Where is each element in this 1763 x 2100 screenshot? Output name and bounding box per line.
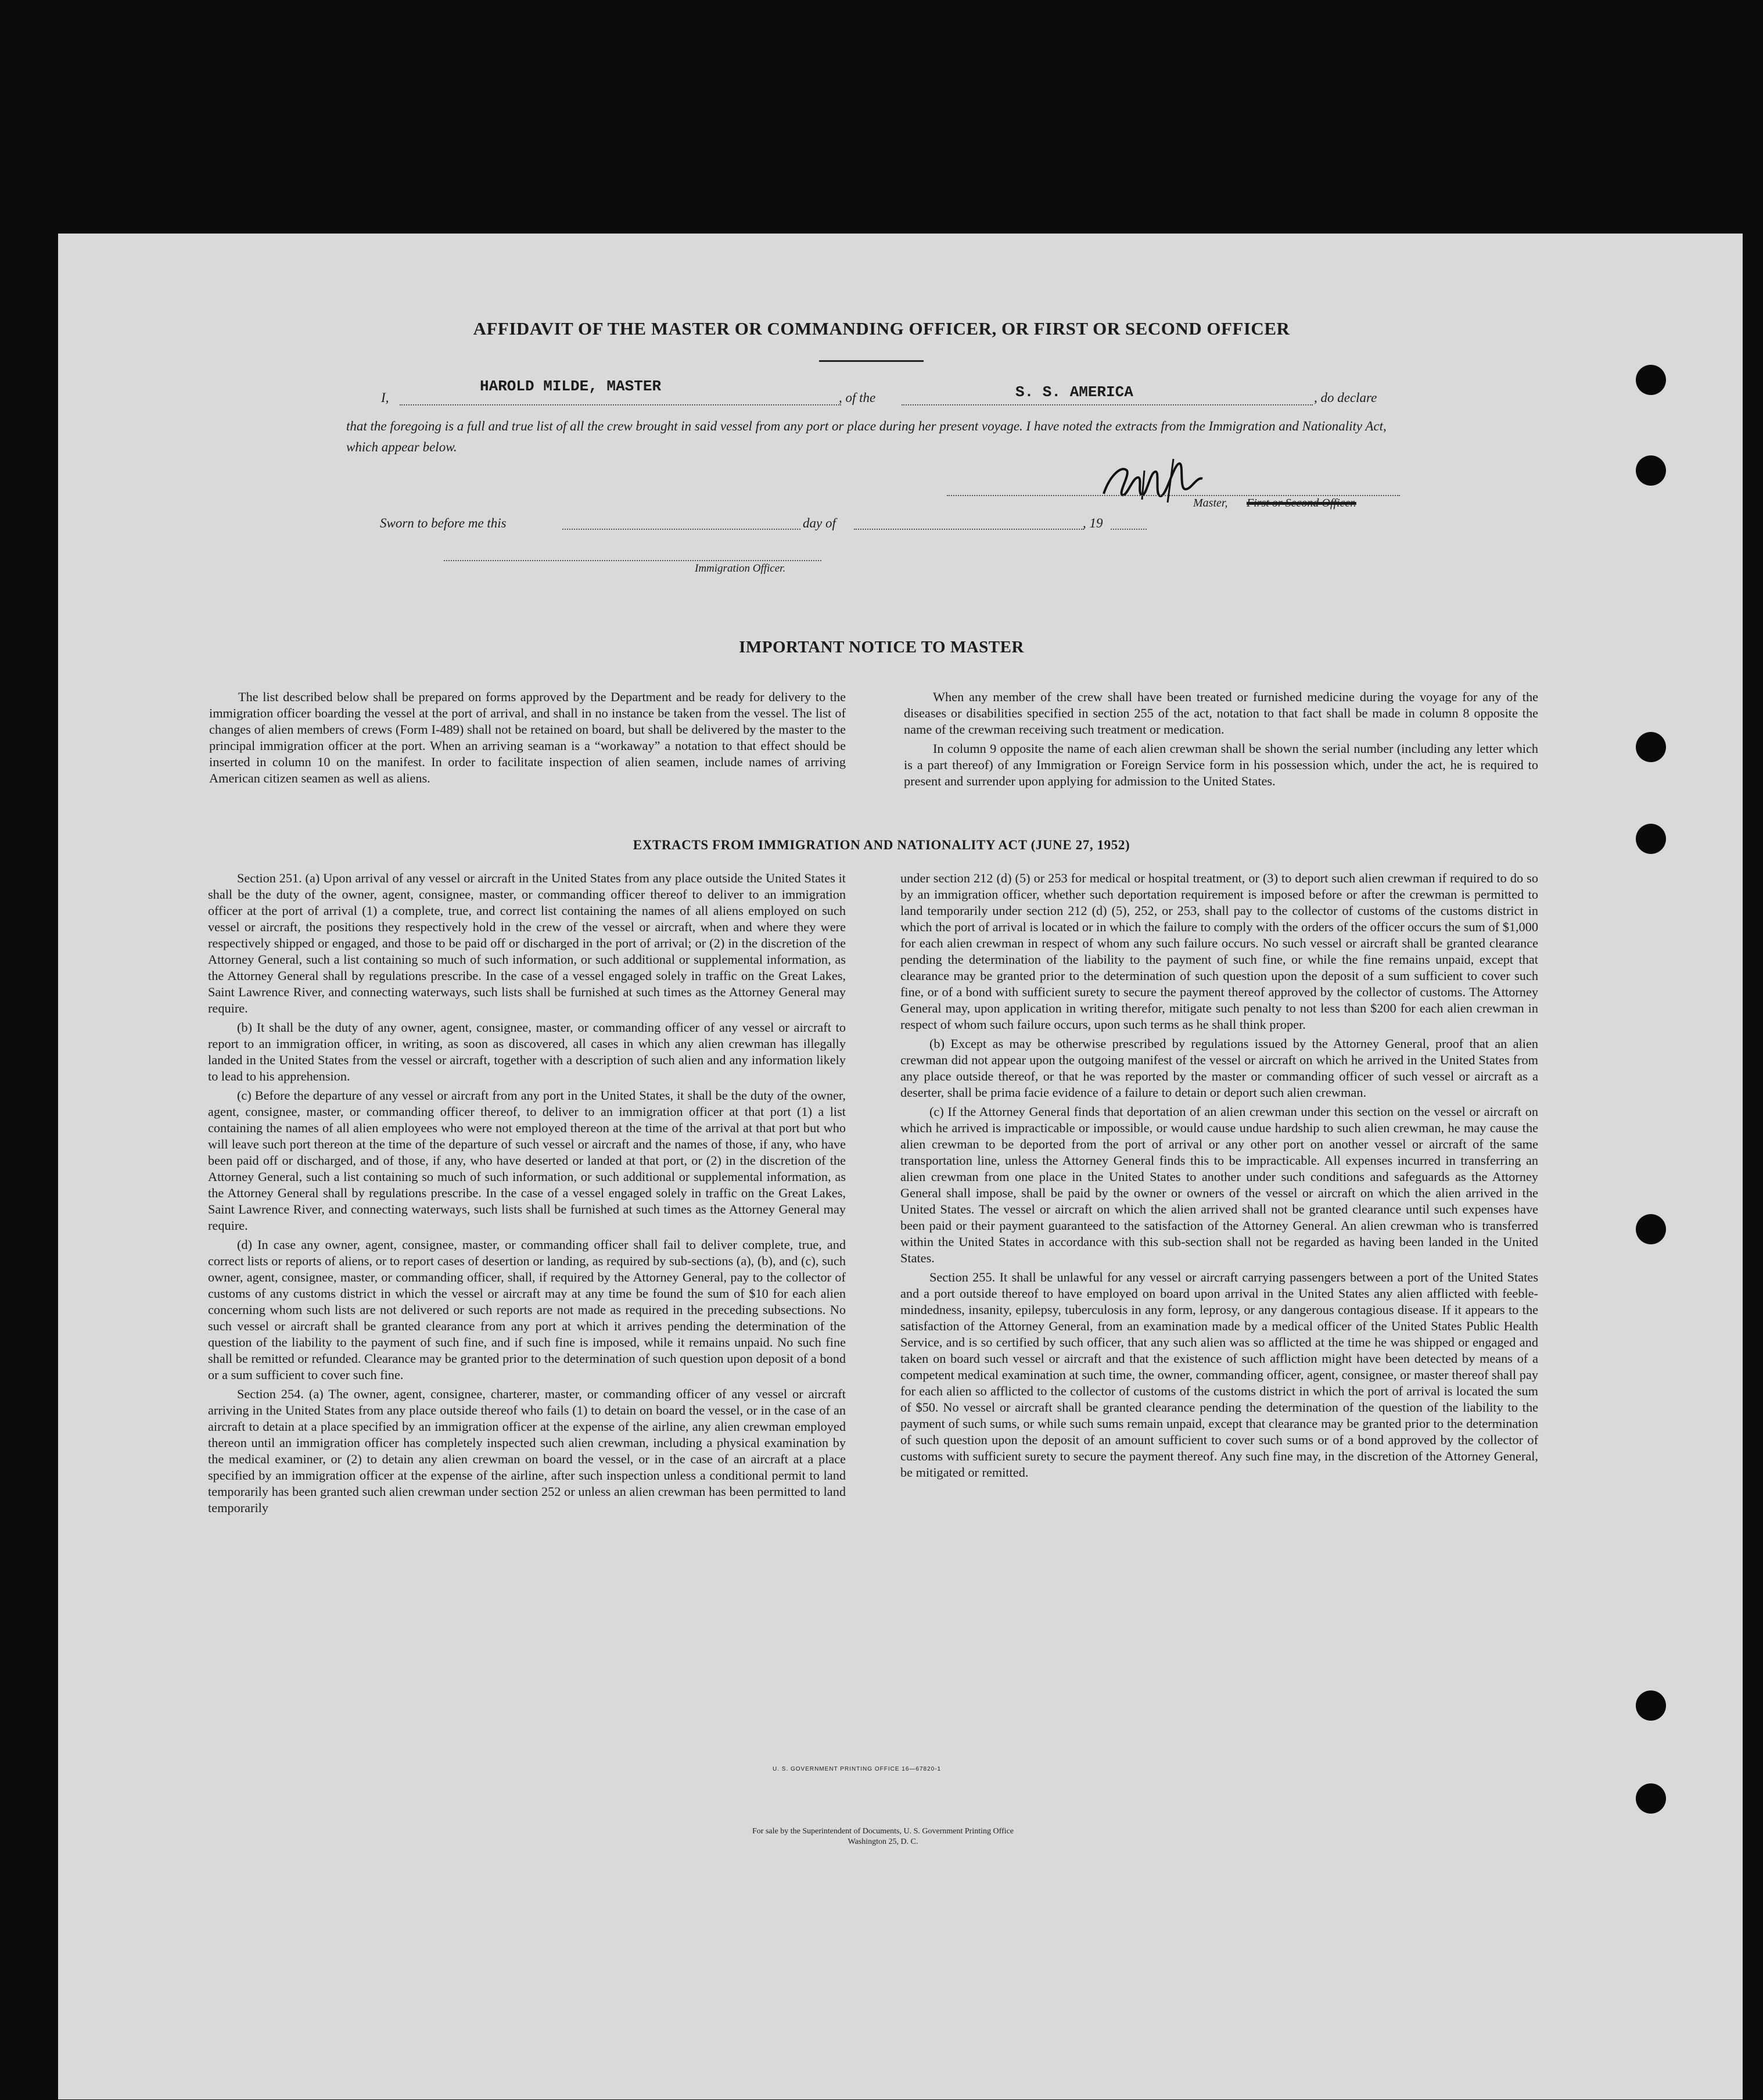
day-of-label: day of [803, 516, 836, 530]
extract-paragraph: (b) Except as may be otherwise prescribed by regulations issued by the Attorney General, proof that an alien crewman did not appear upon the outgoing manifest of the vessel or aircraft on which he arrived in the United States from any place outside thereof, or that he was reported by the master or commanding officer of such vessel or aircraft as a deserter, shall be prima facie evidence of a failure to detain or deport such alien crewman. [900, 1036, 1538, 1100]
sworn-label: Sworn to before me this [380, 516, 507, 530]
do-declare-label: , do declare [1314, 390, 1377, 405]
month-line [854, 529, 1084, 530]
affidavit-statement: that the foregoing is a full and true list of all the crew brought in said vessel from any port or place during her present voyage. I have noted the extracts from the Immigration and Nationality Act, which appear below. [346, 419, 1387, 454]
vessel-line [902, 404, 1313, 405]
punch-hole [1636, 365, 1666, 395]
punch-hole [1636, 732, 1666, 762]
signature-line [947, 495, 1400, 496]
extract-paragraph: (c) If the Attorney General finds that deportation of an alien crewman under this section on the vessel or aircraft on which he arrived is impracticable or impossible, or would cause undue hardship to such alien crewman, he may cause the alien crewman to be deported from the port of arrival or any other port on another vessel or aircraft of the same transportation line, unless the Attorney General finds this to be impracticable. All expenses incurred in transferring an alien crewman from one place in the United States to another under such conditions and safeguards as the Attorney General shall impose, shall be paid by the owner or owners of the vessel or aircraft on which the alien arrived in the United States. The vessel or aircraft on which the alien arrived shall not be granted clearance until such expenses have been paid or their payment guaranteed to the satisfaction of the Attorney General. An alien crewman who is transferred within the United States in accordance with this sub-section shall not be regarded as having been landed in the United States. [900, 1104, 1538, 1265]
master-label: Master, [1193, 497, 1228, 509]
punch-hole [1636, 455, 1666, 486]
year-line [1111, 529, 1147, 530]
extracts-right-column [900, 870, 1538, 1484]
extract-paragraph: Section 255. It shall be unlawful for any vessel or aircraft carrying passengers between a port of the United States and a port outside thereof to have employed on board upon arrival in the United States any alien afflicted with feeble-mindedness, insanity, epilepsy, tuberculosis in any form, leprosy, or any dangerous contagious disease. If it appears to the satisfaction of the Attorney General, from an examination made by a medical officer of the United States Public Health Service, and is so certified by such officer, that any such alien was so afflicted at the time he was shipped or engaged and taken on board such vessel or aircraft and that the existence of such affliction might have been detected by means of a competent medical examination at such time, the owner, commanding officer, agent, consignee, or master thereof shall pay for each alien so afflicted to the collector of customs of the customs district in which the port of arrival is located the sum of $50. No vessel or aircraft shall be granted clearance pending the determination of the question of the liability to the payment of such sums, or while such sums remain unpaid, except that clearance may be granted prior to the determination of such question upon the deposit of an amount sufficient to cover such sums or of a bond approved by the collector of customs with sufficient surety to secure the payment thereof. Any such fine may, in the discretion of the Attorney General, be mitigated or remitted. [900, 1270, 1538, 1480]
i-label: I, [381, 390, 389, 405]
extracts-title: EXTRACTS FROM IMMIGRATION AND NATIONALITY ACT (JUNE 27, 1952) [633, 838, 1130, 852]
sale-line-1: For sale by the Superintendent of Documents, U. S. Government Printing Office [752, 1827, 1014, 1836]
extract-paragraph: (c) Before the departure of any vessel or aircraft from any port in the United States, it shall be the duty of the owner, agent, consignee, master, or commanding officer thereof, to deliver to an immigration officer at that port (1) a list containing the names of all alien employees who were not employed thereon at the time of the arrival at that port but who will leave such port thereon at the time of the departure of such vessel or aircraft and the names of those, if any, who have been paid off or discharged, and of those, if any, who have deserted or landed at that port, or (2) in the discretion of the Attorney General, such a list containing so much of such information, or such additional or supplemental information, as the Attorney General shall by regulations prescribe. In the case of a vessel engaged solely in traffic on the Great Lakes, Saint Lawrence River, and connecting waterways, such lists shall be furnished at such times as the Attorney General may require. [208, 1088, 846, 1233]
extract-paragraph: Section 254. (a) The owner, agent, consignee, charterer, master, or commanding officer of any vessel or aircraft arriving in the United States from any place outside thereof who fails (1) to detain on board the vessel, or in the case of an aircraft to detain at a place specified by an immigration officer at the expense of the airline, any alien crewman employed thereon until an immigration officer has completely inspected such alien crewman, including a physical examination by the medical examiner, or (2) to detain any alien crewman on board the vessel, or in the case of an aircraft at a place specified by an immigration officer at the expense of the airline, after such inspection unless a conditional permit to land temporarily has been granted such alien crewman under section 252 or unless an alien crewman has been permitted to land temporarily [208, 1387, 846, 1515]
of-the-label: , of the [839, 390, 876, 405]
extracts-left-column [208, 870, 846, 1519]
punch-hole [1636, 1690, 1666, 1721]
extract-paragraph: (b) It shall be the duty of any owner, agent, consignee, master, or commanding officer of any vessel or aircraft to report to an immigration officer, in writing, as soon as discovered, all cases in which any alien crewman has illegally landed in the United States from the vessel or aircraft, together with a description of such alien and any information likely to lead to his apprehension. [208, 1020, 846, 1083]
extract-paragraph: Section 251. (a) Upon arrival of any vessel or aircraft in the United States from any place outside the United States it shall be the duty of the owner, agent, consignee, master, or commanding officer thereof to deliver to an immigration officer at the port of arrival (1) a complete, true, and correct list containing the names of all aliens employed on such vessel or aircraft, the positions they respectively hold in the crew of the vessel or aircraft, when and where they were respectively shipped or engaged, and those to be paid off or discharged in the port of arrival; or (2) in the discretion of the Attorney General, such a list containing so much of such information, or such additional or supplemental information, as the Attorney General shall by regulations prescribe. In the case of a vessel engaged solely in traffic on the Great Lakes, Saint Lawrence River, and connecting waterways, such lists shall be furnished at such times as the Attorney General may require. [208, 871, 846, 1015]
notice-paragraph: When any member of the crew shall have been treated or furnished medicine during the voyage for any of the diseases or disabilities specified in section 255 of the act, notation to that fact shall be made in column 8 opposite the name of the crewman receiving such treatment or medication. [904, 690, 1538, 737]
punch-hole [1636, 1214, 1666, 1244]
vessel-name: S. S. AMERICA [1015, 383, 1133, 401]
master-name: HAROLD MILDE, MASTER [480, 378, 662, 395]
year-label: , 19 [1083, 516, 1103, 530]
struck-officer-label: First or Second Officer. [1247, 497, 1356, 509]
punch-hole [1636, 1783, 1666, 1814]
title-rule [819, 360, 924, 362]
immigration-officer-label: Immigration Officer. [695, 562, 786, 575]
notice-right-column [904, 689, 1538, 792]
extract-paragraph: (d) In case any owner, agent, consignee, master, or commanding officer shall fail to deliver complete, true, and correct lists or reports of aliens, or to report cases of desertion or landing, as required by sub-sections (a), (b), and (c), such owner, agent, consignee, master, or commanding officer, shall, if required by the Attorney General, pay to the collector of customs of any customs district in which the vessel or aircraft may at any time be found the sum of $10 for each alien concerning whom such lists are not delivered or such reports are not made as required in the preceding subsections. No such vessel or aircraft shall be granted clearance from any port at which it arrives pending the determination of the question of the liability to the payment of such fine, and if such fine is imposed, while it remains unpaid. No such fine shall be remitted or refunded. Clearance may be granted prior to the determination of such question upon deposit of a bond or a sum sufficient to cover such fine. [208, 1237, 846, 1382]
notice-left-column [209, 689, 846, 789]
officer-line [444, 560, 821, 561]
sworn-date-line [562, 529, 800, 530]
notice-title: IMPORTANT NOTICE TO MASTER [739, 638, 1024, 656]
extract-paragraph: under section 212 (d) (5) or 253 for medical or hospital treatment, or (3) to deport such alien crewman if required to do so by an immigration officer, whether such deportation requirement is imposed before or after the crewman is permitted to land temporarily under section 212 (d) (5), 252, or 253, shall pay to the collector of customs of the customs district in which the port of arrival is located or in which the failure to comply with the orders of the officer occurs the sum of $1,000 for each alien crewman in respect of whom any such failure occurs. No such vessel or aircraft shall be granted clearance pending the determination of the liability to the payment of such fine, or while the fine remains unpaid, except that clearance may be granted prior to the determination of such question upon the deposit of a sum sufficient to cover such fine, or of a bond with sufficient surety to secure the payment thereof approved by the collector of customs. The Attorney General may, upon application in writing therefor, mitigate such penalty to not less than $200 for each alien crewman in respect of whom such failure occurs, upon such terms as he shall think proper. [900, 871, 1538, 1032]
notice-paragraph: The list described below shall be prepared on forms approved by the Department and be ready for delivery to the immigration officer boarding the vessel at the port of arrival, and shall in no instance be taken from the vessel. The list of changes of alien members of crews (Form I-489) shall not be retained on board, but shall be delivered by the master to the principal immigration officer at the port. When an arriving seaman is a “workaway” a notation to that effect should be inserted in column 10 on the manifest. In order to facilitate inspection of alien seamen, include names of arriving American citizen seamen as well as aliens. [209, 690, 846, 785]
affidavit-title: AFFIDAVIT OF THE MASTER OR COMMANDING OFFICER, OR FIRST OR SECOND OFFICER [473, 318, 1290, 339]
printer-imprint: U. S. GOVERNMENT PRINTING OFFICE 16—67820-1 [773, 1766, 942, 1772]
notice-paragraph: In column 9 opposite the name of each alien crewman shall be shown the serial number (including any letter which is a part thereof) of any Immigration or Foreign Service form in his possession which, under the act, he is required to present and surrender upon applying for admission to the United States. [904, 741, 1538, 788]
sale-line-2: Washington 25, D. C. [848, 1837, 918, 1846]
name-line [400, 404, 841, 405]
